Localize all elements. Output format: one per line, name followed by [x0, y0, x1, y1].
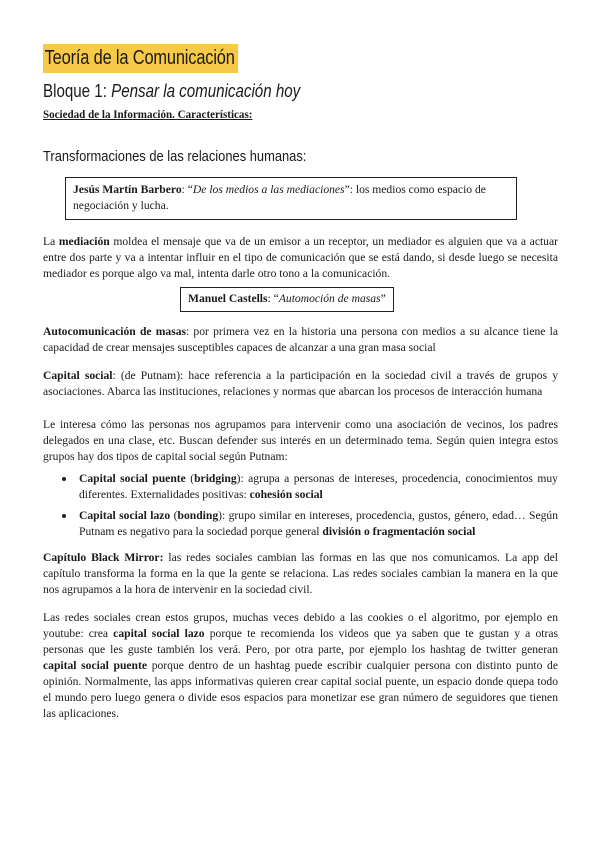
term: bridging — [194, 472, 237, 485]
bullet-dot — [62, 477, 66, 481]
term: Capital social lazo — [79, 509, 171, 522]
paragraph-autocomunicacion — [43, 324, 558, 356]
text: ): agrupa a personas de intereses, procedencia, conocimientos muy diferentes. Externalidades positivas: — [79, 472, 558, 501]
term-autocomunicacion: Autocomunicación de masas — [43, 325, 187, 338]
quote-sep: : “ — [181, 183, 193, 196]
text: ): grupo similar en intereses, procedencia, gustos, género, edad… Según Putnam es negativo para la sociedad porque general — [79, 509, 559, 538]
paragraph-interesa: Le interesa cómo las personas nos agrupamos para intervenir como una asociación de vecinos, los padres delegados en una clase, etc. Buscan defender sus interés en un determinado tema. Según quien integra estos grupos hay dos tipos de capital social según Putnam: — [43, 418, 558, 463]
term-capital-social: Capital social — [43, 369, 113, 382]
term: capital social puente — [43, 659, 148, 672]
text: Las redes sociales crean estos grupos, muchas veces debido a las cookies o el algoritmo, por ejemplo en youtube: crea — [43, 611, 558, 640]
quote-close: ” — [380, 292, 386, 305]
text: : (de Putnam): hace referencia a la participación en la sociedad civil a través de grupos y asociaciones. Abarca las instituciones, relaciones y normas que abarcan los procesos de interacción humana — [43, 369, 559, 398]
bullet-dot — [62, 514, 66, 518]
quote-author: Jesús Martín Barbero — [73, 183, 182, 196]
text: ( — [170, 509, 178, 522]
quote-sep: : “ — [267, 292, 279, 305]
quote-author: Manuel Castells — [188, 292, 268, 305]
quote-work: Automoción de masas — [278, 292, 381, 305]
quote-text: ”: los medios como espacio de negociación y lucha. — [73, 183, 486, 212]
text: porque te recomienda los videos que ya saben que te gustan y a otras personas que les guste también los verá. Pero, por otra parte, por ejemplo los hashtag de twitter generan — [43, 627, 558, 656]
quote-work: De los medios a las mediaciones — [192, 183, 345, 196]
page-title: Teoría de la Comunicación — [43, 44, 238, 73]
bloque-heading — [43, 80, 300, 102]
text: ( — [185, 472, 195, 485]
term: división o fragmentación social — [322, 525, 476, 538]
term: Capital social puente — [79, 472, 186, 485]
paragraph-black-mirror — [43, 550, 558, 598]
quote-box-castells — [180, 287, 394, 312]
term-black-mirror: Capítulo Black Mirror: — [43, 551, 164, 564]
quote-box-barbero — [65, 177, 517, 220]
bloque-title: Pensar la comunicación hoy — [111, 81, 301, 101]
paragraph-capital-social — [43, 368, 558, 400]
list-item — [43, 508, 558, 540]
text: las redes sociales cambian las formas en las que nos comunicamos. La app del capítulo transforma la forma en la que la gente se relaciona. Las redes sociales cambian la manera en la que nos agrupamos a la hora de intervenir en la sociedad civil. — [43, 551, 558, 596]
term: cohesión social — [249, 488, 323, 501]
list-item — [43, 471, 558, 503]
section-heading: Transformaciones de las relaciones humanas: — [43, 148, 307, 165]
text: : por primera vez en la historia una persona con medios a su alcance tiene la capacidad de crear mensajes susceptibles capaces de alcanzar a una gran masa social — [43, 325, 558, 354]
text: moldea el mensaje que va de un emisor a un receptor, un mediador es alguien que va a actuar entre dos parte y va a intentar influir en el tipo de comunicación que se está dando, si desde luego se necesita mediador es porque algo va mal, intenta darle otro tono a la comunicación. — [43, 235, 558, 280]
paragraph-mediacion — [43, 234, 558, 282]
title-block — [43, 44, 281, 73]
subtitle: Sociedad de la Información. Características: — [43, 107, 253, 121]
term-mediacion: mediación — [58, 235, 110, 248]
term: capital social lazo — [113, 627, 205, 640]
bullet-list — [43, 471, 558, 545]
bloque-label: Bloque 1: — [43, 81, 107, 101]
term: bonding — [177, 509, 219, 522]
text: porque dentro de un hashtag puede escribir cualquier persona con distinto punto de opinión. Normalmente, las apps informativas quieren crear capital social puente, un espacio donde quepa todo el mundo pero luego genera o divide esos espacios para monetizar ese gran número de seguidores que tienen las aplicaciones. — [43, 659, 558, 720]
paragraph-redes — [43, 610, 558, 722]
text: La — [43, 235, 59, 248]
